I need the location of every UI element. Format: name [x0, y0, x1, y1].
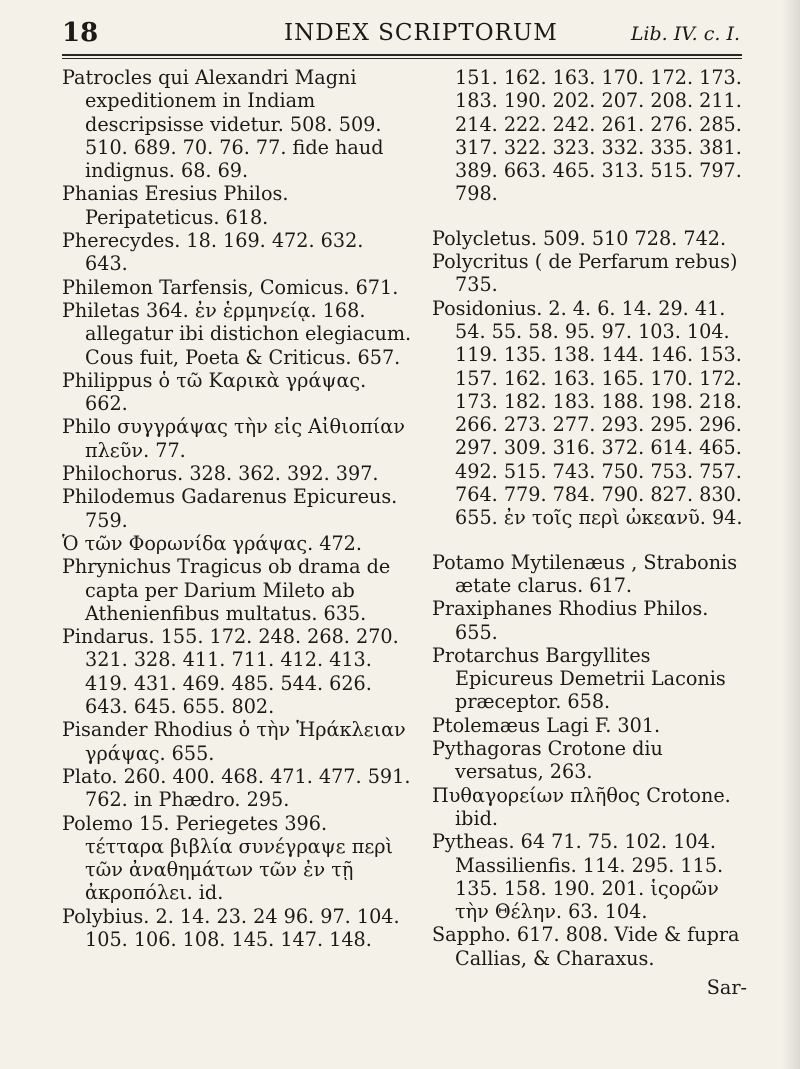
page-edge-shadow [782, 0, 800, 1069]
index-entry-philemon: Philemon Tarfensis, Comicus. 671. [62, 275, 399, 299]
page-number: 18 [62, 18, 99, 48]
header-rule [62, 54, 742, 56]
index-entry-ptolemaeus: Ptolemæus Lagi F. 301. [432, 713, 661, 737]
index-entry-pisander: Pisander Rhodius ὁ τὴν Ἡράκλειαν γράψας. 655. [62, 718, 406, 765]
index-entry-patrocles: Patrocles qui Alexandri Magni expeditionem in Indiam descripsisse videtur. 508. 509. 510. 689. 70. 76. 77. fide haud indignus. 68. 69. [62, 66, 384, 183]
index-entry-pherecydes: Pherecydes. 18. 169. 472. 632. 643. [62, 229, 364, 276]
index-entry-phoronis-author: Ὁ τῶν Φορωνίδα γράψας. 472. [62, 531, 362, 555]
index-entry-phanias: Phanias Eresius Philos. Peripateticus. 618. [62, 182, 289, 229]
catchword: Sar- [706, 975, 747, 999]
index-entry-polemo: Polemo 15. Periegetes 396. τέτταρα βιβλία συνέγραψε περὶ τῶν ἀναθημάτων τῶν ἐν τῇ ἀκροπόλει. id. [62, 811, 394, 905]
index-entry-polybius-continued: 151. 162. 163. 170. 172. 173. 183. 190. 202. 207. 208. 211. 214. 222. 242. 261. 276. 285. 317. 322. 323. 332. 335. 381. 389. 663. 465. 313. 515. 797. 798. [455, 66, 742, 206]
index-entry-potamo: Potamo Mytilenæus , Strabonis ætate clarus. 617. [432, 550, 738, 597]
index-entry-protarchus: Protarchus Bargyllites Epicureus Demetrii Laconis præceptor. 658. [432, 643, 726, 714]
index-entry-pythagoreans: Πυθαγορείων πλῆθος Crotone. ibid. [432, 783, 731, 830]
index-entry-pytheas: Pytheas. 64 71. 75. 102. 104. Massilienfis. 114. 295. 115. 135. 158. 190. 201. ἱςορῶν τὴν Θέλην. 63. 104. [432, 830, 724, 924]
section-reference: Lib. IV. c. I. [630, 23, 740, 45]
index-entry-polycletus: Polycletus. 509. 510 728. 742. [432, 226, 727, 250]
index-entry-sappho: Sappho. 617. 808. Vide & fupra Callias, & Charaxus. [432, 923, 740, 970]
index-entry-philippus: Philippus ὁ τῶ Καρικὰ γράψας. 662. [62, 368, 367, 416]
index-entry-polycritus: Polycritus ( de Perfarum rebus) 735. [432, 250, 738, 297]
index-entry-pindarus: Pindarus. 155. 172. 248. 268. 270. 321. 328. 411. 711. 412. 413. 419. 431. 469. 485. 544. 626. 643. 645. 655. 802. [62, 625, 399, 719]
index-entry-philochorus: Philochorus. 328. 362. 392. 397. [62, 462, 379, 486]
running-title: INDEX SCRIPTORUM [284, 20, 558, 46]
index-entry-praxiphanes: Praxiphanes Rhodius Philos. 655. [432, 597, 709, 644]
index-entry-philetas: Philetas 364. ἐν ἑρμηνείᾳ. 168. allegatur ibi distichon elegiacum. Cous fuit, Poeta & Criticus. 657. [62, 298, 412, 369]
index-entry-phrynichus: Phrynichus Tragicus ob drama de capta per Darium Mileto ab Athenienfibus multatus. 635. [62, 555, 391, 625]
index-entry-posidonius: Posidonius. 2. 4. 6. 14. 29. 41. 54. 55. 58. 95. 97. 103. 104. 119. 135. 138. 144. 146. 153. 157. 162. 163. 165. 170. 172. 173. 182. 183. 188. 198. 218. 266. 273. 277. 293. 295. 296. 297. 309. 316. 372. 614. 465. 492. 515. 743. 750. 753. 757. 764. 779. 784. 790. 827. 830. 655. ἐν τοῖς περὶ ὠκεανῦ. 94. [432, 296, 743, 530]
index-entry-philodemus: Philodemus Gadarenus Epicureus. 759. [62, 485, 398, 532]
right-column [432, 66, 747, 999]
page-header [62, 14, 740, 50]
index-entry-polybius: Polybius. 2. 14. 23. 24 96. 97. 104. 105. 106. 108. 145. 147. 148. [62, 904, 400, 951]
left-column [62, 66, 412, 951]
index-entry-philo: Philo συγγράψας τὴν εἰς Αἰθιοπίαν πλεῦν. 77. [62, 415, 405, 462]
header-rule-thin [62, 58, 742, 59]
index-entry-plato: Plato. 260. 400. 468. 471. 477. 591. 762. in Phædro. 295. [62, 764, 411, 812]
index-entry-pythagoras: Pythagoras Crotone diu versatus, 263. [432, 737, 663, 784]
